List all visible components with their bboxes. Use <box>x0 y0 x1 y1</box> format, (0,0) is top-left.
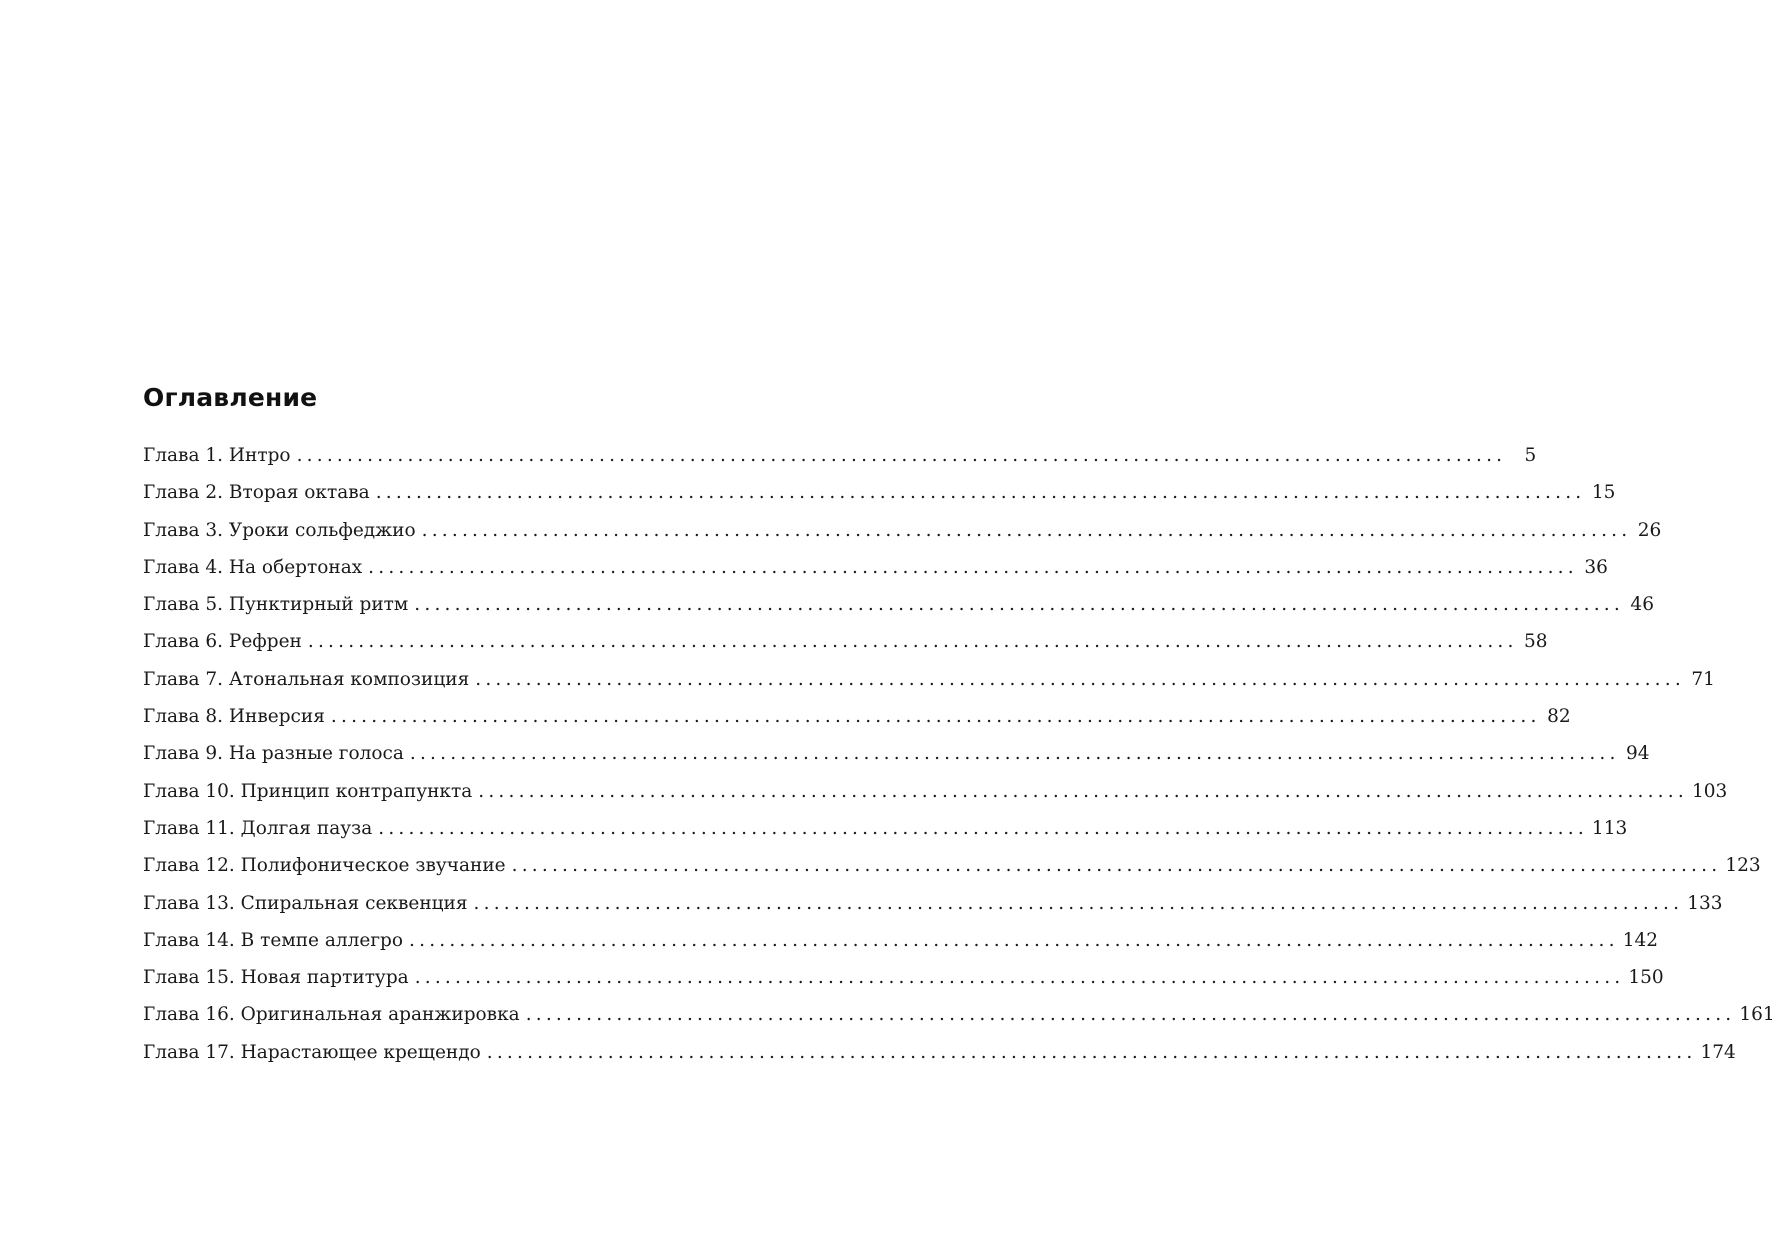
toc-entry[interactable] <box>143 706 1571 743</box>
toc-entry[interactable] <box>143 780 1728 818</box>
toc-entry-page: 15 <box>1591 482 1616 504</box>
toc-entry-page: 161 <box>1739 1004 1775 1026</box>
toc-entry-label: Глава 13. Спиральная секвенция <box>143 892 468 914</box>
toc-leader-dots: ........................................................................................................................ <box>525 1004 1736 1026</box>
toc-leader-dots: ........................................................................................................................ <box>330 706 1541 728</box>
toc-entry-page: 58 <box>1524 631 1548 653</box>
toc-entry-page: 5 <box>1524 445 1537 466</box>
toc-entry-page: 26 <box>1637 519 1662 541</box>
toc-entry[interactable] <box>143 556 1608 594</box>
toc-entry-label: Глава 10. Принцип контрапункта <box>143 780 473 802</box>
toc-leader-dots: ........................................................................................................................ <box>409 743 1620 765</box>
toc-title: Оглавление <box>143 383 318 412</box>
toc-entry-page: 94 <box>1626 743 1650 765</box>
toc-leader-dots: ........................................................................................................................ <box>473 892 1684 914</box>
toc-entry[interactable] <box>143 743 1650 780</box>
toc-entry[interactable] <box>143 892 1723 930</box>
toc-entry-label: Глава 6. Рефрен <box>143 631 302 653</box>
toc-leader-dots: ........................................................................................................................ <box>511 855 1722 877</box>
toc-leader-dots: ........................................................................................................................ <box>378 817 1588 839</box>
toc-entry-page: 82 <box>1547 706 1571 728</box>
toc-leader-dots: ........................................................................................................................ <box>486 1041 1697 1063</box>
toc-leader-dots: ........................................................................................................................ <box>414 594 1624 616</box>
toc-entry-label: Глава 16. Оригинальная аранжировка <box>143 1004 520 1026</box>
toc-entry[interactable] <box>143 817 1628 855</box>
toc-entry[interactable] <box>143 1041 1736 1079</box>
toc-entry-page: 36 <box>1584 556 1608 578</box>
toc-entry-page: 174 <box>1700 1041 1736 1063</box>
toc-entry[interactable] <box>143 929 1659 967</box>
toc-entry-page: 103 <box>1691 780 1728 802</box>
toc-leader-dots: ........................................................................................................................ <box>368 556 1578 578</box>
toc-entry-label: Глава 1. Интро <box>143 445 291 466</box>
toc-entry-label: Глава 7. Атональная композиция <box>143 668 470 690</box>
toc-entry-label: Глава 12. Полифоническое звучание <box>143 855 506 877</box>
toc-entry[interactable] <box>143 1004 1775 1041</box>
toc-entry-label: Глава 8. Инверсия <box>143 706 325 728</box>
toc-entry[interactable] <box>143 519 1662 557</box>
toc-entry-page: 133 <box>1687 892 1723 914</box>
toc-entry-page: 71 <box>1691 668 1715 690</box>
toc-list <box>143 445 1775 1079</box>
toc-entry-label: Глава 17. Нарастающее крещендо <box>143 1041 481 1063</box>
toc-leader-dots: ........................................................................................................................ <box>421 519 1632 541</box>
toc-entry-page: 142 <box>1622 929 1659 951</box>
toc-entry-label: Глава 11. Долгая пауза <box>143 817 373 839</box>
toc-entry[interactable] <box>143 855 1761 892</box>
table-of-contents <box>143 378 1775 1079</box>
toc-entry-label: Глава 4. На обертонах <box>143 556 363 578</box>
toc-entry-page: 113 <box>1591 817 1628 839</box>
toc-leader-dots: ........................................................................................................................ <box>414 967 1625 989</box>
toc-leader-dots: ........................................................................................................................ <box>296 445 1507 466</box>
toc-entry[interactable] <box>143 445 1537 482</box>
toc-entry[interactable] <box>143 967 1664 1004</box>
toc-leader-dots: ........................................................................................................................ <box>475 668 1685 690</box>
toc-leader-dots: ........................................................................................................................ <box>375 482 1586 504</box>
toc-entry-label: Глава 5. Пунктирный ритм <box>143 594 409 616</box>
toc-entry-label: Глава 15. Новая партитура <box>143 967 409 989</box>
toc-leader-dots: ........................................................................................................................ <box>478 780 1688 802</box>
toc-leader-dots: ........................................................................................................................ <box>409 929 1619 951</box>
toc-entry-label: Глава 3. Уроки сольфеджио <box>143 519 416 541</box>
toc-entry[interactable] <box>143 631 1548 668</box>
toc-entry-label: Глава 2. Вторая октава <box>143 482 370 504</box>
toc-entry[interactable] <box>143 594 1654 631</box>
toc-entry-page: 46 <box>1630 594 1654 616</box>
toc-entry[interactable] <box>143 668 1715 706</box>
toc-entry[interactable] <box>143 482 1616 519</box>
toc-entry-label: Глава 9. На разные голоса <box>143 743 404 765</box>
toc-entry-label: Глава 14. В темпе аллегро <box>143 929 404 951</box>
toc-entry-page: 123 <box>1725 855 1761 877</box>
toc-entry-page: 150 <box>1628 967 1664 989</box>
toc-leader-dots: ........................................................................................................................ <box>307 631 1518 653</box>
